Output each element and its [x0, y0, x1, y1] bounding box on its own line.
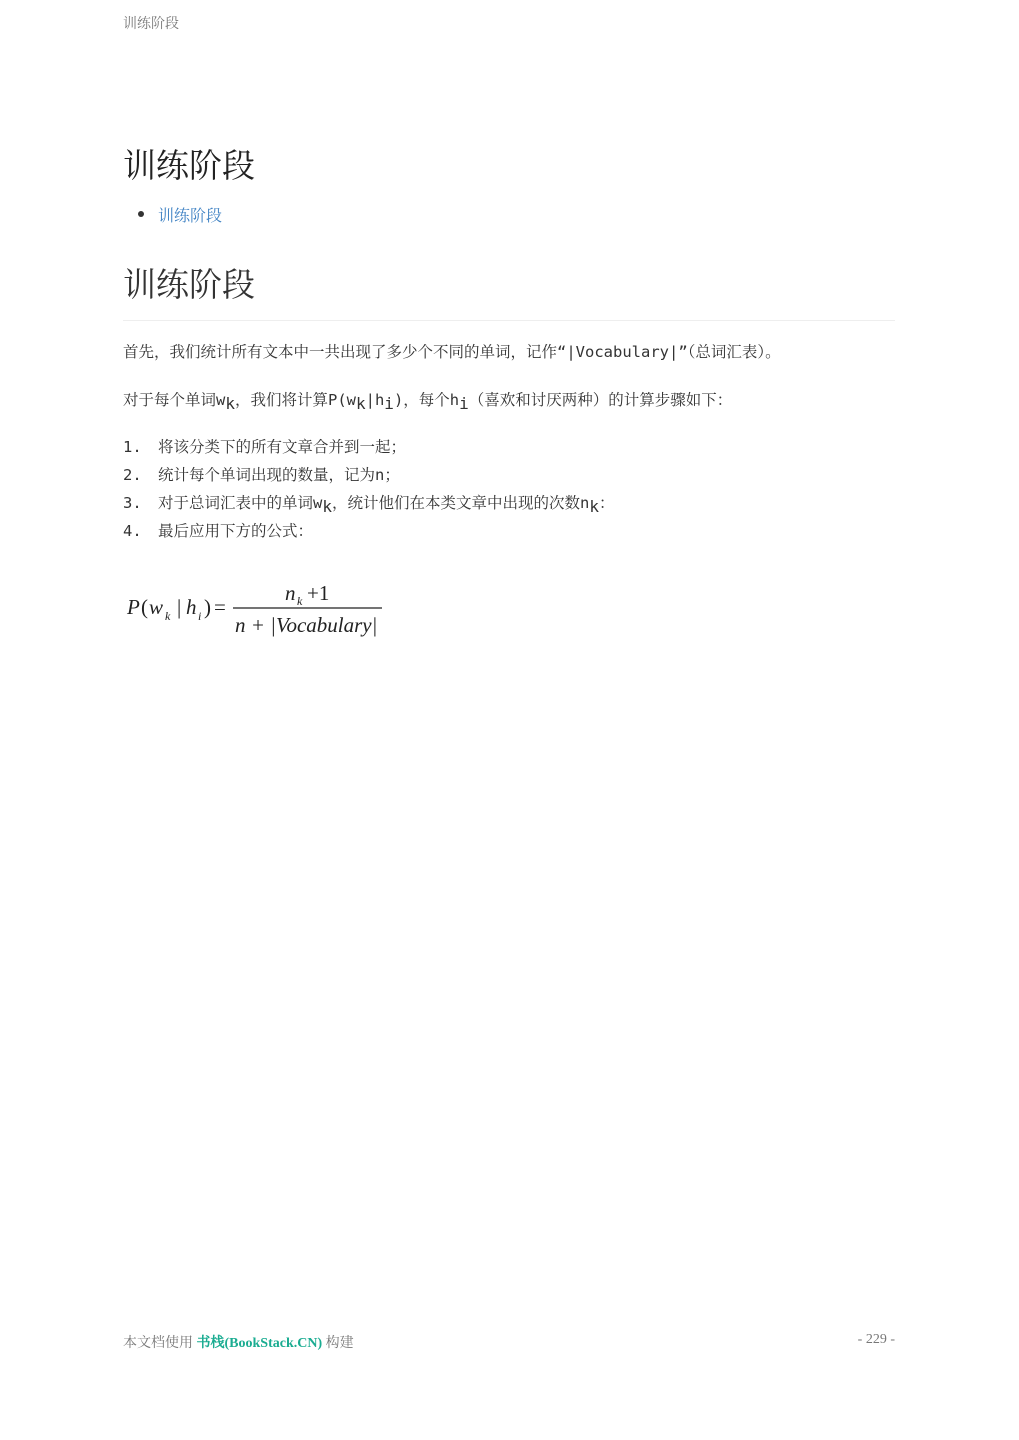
formula-bar: | [177, 595, 182, 619]
formula-h: h [186, 595, 197, 619]
list-item: 4. 最后应用下方的公式： [123, 522, 314, 540]
formula-numerator-k: k [297, 594, 303, 608]
paragraph-vocabulary: 首先，我们统计所有文本中一共出现了多少个不同的单词，记作“|Vocabulary|”（总词汇表）。 [123, 343, 781, 361]
running-header: 训练阶段 [123, 16, 179, 32]
page-number: - 229 - [857, 1332, 895, 1347]
formula-numerator-plus: +1 [307, 581, 330, 605]
list-item: 2. 统计每个单词出现的数量，记为n； [123, 466, 400, 484]
formula-k: k [165, 609, 171, 623]
list-item: 1. 将该分类下的所有文章合并到一起； [123, 438, 407, 456]
footer-credit: 本文档使用 书栈(BookStack.CN) 构建 [123, 1336, 354, 1351]
toc-item [123, 203, 222, 226]
steps-list [123, 436, 614, 548]
list-item: 3. 对于总词汇表中的单词$w_k$，统计他们在本类文章中出现的次数$n_k$： [123, 494, 615, 516]
formula-i: i [198, 609, 202, 623]
bookstack-link[interactable]: 书栈(BookStack.CN) [196, 1336, 323, 1351]
formula-P: P [127, 595, 140, 619]
formula-w: w [149, 595, 164, 619]
svg-text:(: ( [141, 595, 148, 619]
table-of-contents [123, 203, 222, 226]
toc-link-training[interactable]: 训练阶段 [158, 206, 223, 225]
formula-denominator: n + |Vocabulary| [235, 613, 378, 637]
formula-equals: = [214, 595, 226, 619]
formula-numerator-n: n [285, 581, 296, 605]
section-heading: 训练阶段 [123, 259, 895, 321]
svg-text:): ) [204, 595, 211, 619]
page-title: 训练阶段 [123, 146, 255, 185]
formula-image [125, 578, 387, 646]
paragraph-per-word: 对于每个单词$w_k$，我们将计算$P(w_k|h_i)$，每个$h_i$（喜欢和讨厌两种）的计算步骤如下： [123, 391, 733, 413]
